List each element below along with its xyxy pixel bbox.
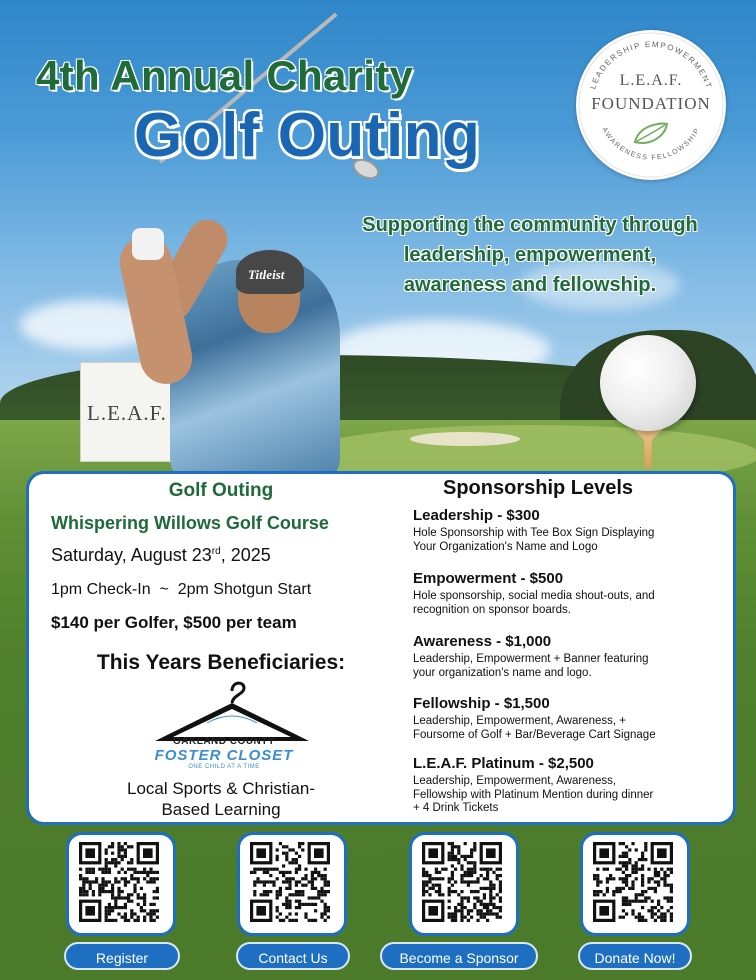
svg-text:AWARENESS FELLOWSHIP: AWARENESS FELLOWSHIP [600,126,702,162]
sponsor-level-desc [413,527,733,554]
sand-bunker [410,432,520,446]
desc-line: Fellowship with Platinum Mention during dinner [413,788,654,801]
leaf-icon [631,120,671,148]
event-date [51,545,271,566]
golfer-cap [236,250,304,294]
svg-text:LEADERSHIP EMPOWERMENT: LEADERSHIP EMPOWERMENT [588,39,714,91]
sponsorship-levels [413,474,733,822]
sponsor-level-name: Awareness - $1,000 [413,633,552,650]
cap-logo-text: Titleist [248,267,285,282]
sponsor-level-name: Leadership - $300 [413,507,540,524]
desc-line: + 4 Drink Tickets [413,802,499,814]
qr-code-icon [422,842,502,922]
desc-line: Your Organization's Name and Logo [413,540,598,553]
beneficiaries-title: This Years Beneficiaries: [96,651,346,674]
qr-card-contact[interactable] [237,832,347,936]
register-button[interactable]: Register [64,942,180,970]
local-line: Local Sports & Christian- [126,779,316,798]
foster-tagline: ONE CHILD AT A TIME [188,764,260,770]
sponsor-level-desc [413,775,733,816]
golf-ball-icon [600,335,696,431]
sponsorship-title: Sponsorship Levels [443,477,634,499]
desc-line: Hole Sponsorship with Tee Box Sign Displaying [413,527,655,539]
logo-name-line-1: L.E.A.F. [619,72,683,89]
desc-line: Leadership, Empowerment + Banner featuring [413,653,649,665]
date-prefix: Saturday, August 23 [51,545,212,565]
desc-line: Leadership, Empowerment, Awareness, + [413,715,626,727]
desc-line: your organization's name and logo. [413,666,592,679]
leaf-sign-text: L.E.A.F. [87,401,167,425]
sponsor-level-awareness [413,633,733,680]
desc-line: Foursome of Golf + Bar/Beverage Cart Signage [413,728,656,741]
local-line: Based Learning [161,800,281,819]
golf-glove [132,228,164,260]
qr-code-icon [250,842,330,922]
date-suffix: , 2025 [220,545,271,565]
qr-card-sponsor[interactable] [409,832,519,936]
donate-now-button[interactable]: Donate Now! [578,942,692,970]
foster-name: FOSTER CLOSET [154,747,294,764]
logo-name-line-2: FOUNDATION [591,94,711,113]
qr-card-donate[interactable] [580,832,690,936]
sponsor-level-desc [413,653,733,680]
tagline-line: leadership, empowerment, [403,244,657,266]
qr-card-register[interactable] [66,832,176,936]
sponsor-level-desc [413,715,733,742]
info-panel [26,471,736,825]
sponsor-level-platinum [413,755,733,816]
event-venue: Whispering Willows Golf Course [51,513,329,533]
desc-line: recognition on sponsor boards. [413,603,571,616]
sponsor-level-desc [413,590,733,617]
become-sponsor-button[interactable]: Become a Sponsor [380,942,538,970]
sponsor-level-name: Empowerment - $500 [413,570,564,587]
contact-us-button[interactable]: Contact Us [236,942,350,970]
sponsor-level-leadership [413,507,733,554]
leaf-foundation-logo [576,30,726,180]
local-beneficiary [29,778,413,820]
event-times: 1pm Check-In ~ 2pm Shotgun Start [51,581,312,598]
desc-line: Hole sponsorship, social media shout-outs, and [413,590,655,602]
sponsor-level-name: L.E.A.F. Platinum - $2,500 [413,755,594,772]
qr-code-icon [79,842,159,922]
event-title: Golf Outing [168,480,274,501]
foster-county: OAKLAND COUNTY [173,736,275,747]
sponsor-level-name: Fellowship - $1,500 [413,695,550,712]
title-line-2: Golf Outing [134,101,481,170]
event-price: $140 per Golfer, $500 per team [51,613,297,632]
date-ordinal: rd [211,546,221,557]
sponsor-level-fellowship [413,695,733,742]
tagline [320,210,740,300]
title-line-1: 4th Annual Charity [36,52,414,99]
qr-code-icon [593,842,673,922]
event-details [29,474,413,822]
tagline-line: Supporting the community through [362,214,698,236]
desc-line: Leadership, Empowerment, Awareness, [413,775,617,787]
tagline-line: awareness and fellowship. [403,274,657,296]
sponsor-level-empowerment [413,570,733,617]
foster-closet-logo [139,736,309,770]
